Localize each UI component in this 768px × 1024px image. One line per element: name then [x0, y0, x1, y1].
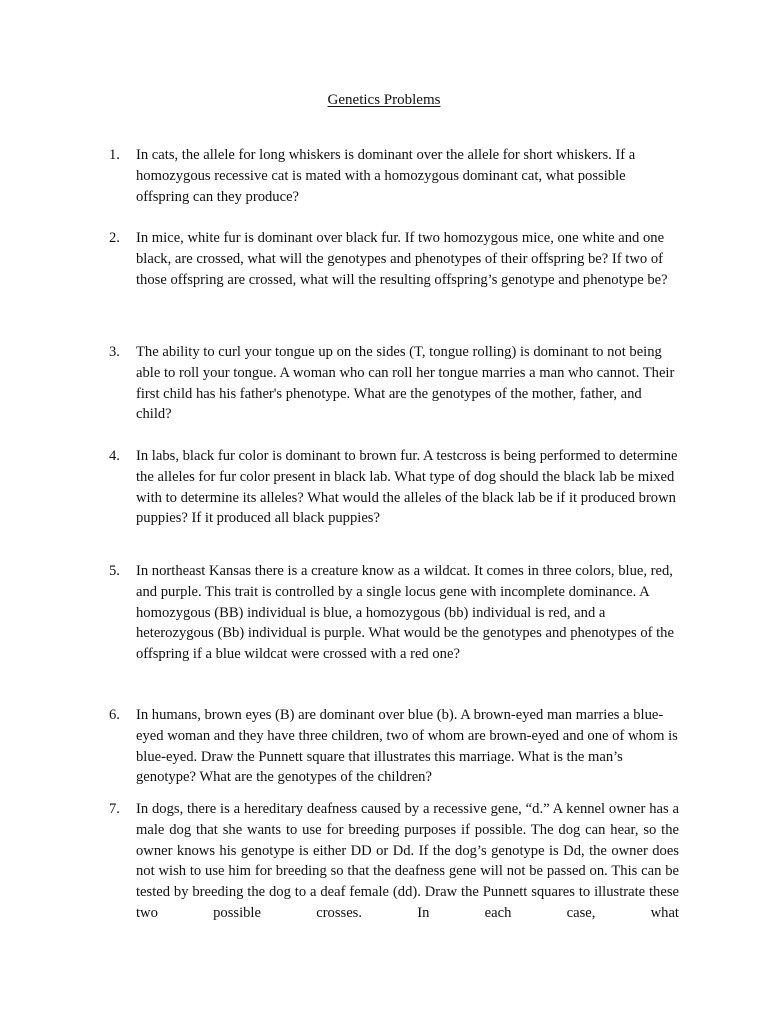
problem-text: In northeast Kansas there is a creature know as a wildcat. It comes in three colors, blue, red, and purple. This trait is controlled by a single locus gene with incomplete dominance. A homozygous (BB) individual is blue, a homozygous (bb) individual is red, and a heterozygous (Bb) individual is purple. What would be the genotypes and phenotypes of the offspring if a blue wildcat were crossed with a red one? [136, 563, 674, 663]
problem-number: 3. [109, 344, 120, 360]
problem-text: In dogs, there is a hereditary deafness caused by a recessive gene, “d.” A kennel owner has a male dog that she wants to use for breeding purposes if possible. The dog can hear, so the owner knows his genotype is either DD or Dd. If the dog’s genotype is Dd, the owner does not wish to use him for breeding so that the deafness gene will not be passed on. This can be tested by breeding the dog to a deaf female (dd). Draw the Punnett squares to illustrate these two possible crosses. In each case, what [136, 801, 679, 921]
problem-number: 6. [109, 707, 120, 723]
problem-number: 4. [109, 448, 120, 464]
problem-text: In cats, the allele for long whiskers is dominant over the allele for short whiskers. If a homozygous recessive cat is mated with a homozygous dominant cat, what possible offspring can they produce? [136, 147, 636, 205]
problem-6 [109, 705, 679, 788]
problem-text: In mice, white fur is dominant over black fur. If two homozygous mice, one white and one black, are crossed, what will the genotypes and phenotypes of their offspring be? If two of those offspring are crossed, what will the resulting offspring’s genotype and phenotype be? [136, 230, 668, 288]
problem-number: 1. [109, 147, 120, 163]
problem-7 [109, 799, 679, 924]
document-title: Genetics Problems [327, 92, 441, 108]
problem-2 [109, 228, 679, 290]
problem-4 [109, 446, 679, 529]
problem-1 [109, 145, 679, 207]
problem-text: In labs, black fur color is dominant to brown fur. A testcross is being performed to determine the alleles for fur color present in black lab. What type of dog should the black lab be mixed with to determine its alleles? What would the alleles of the black lab be if it produced brown puppies? If it produced all black puppies? [136, 448, 678, 527]
problem-number: 7. [109, 801, 120, 817]
problem-text: In humans, brown eyes (B) are dominant over blue (b). A brown-eyed man marries a blue-eyed woman and they have three children, two of whom are brown-eyed and one of whom is blue-eyed. Draw the Punnett square that illustrates this marriage. What is the man’s genotype? What are the genotypes of the children? [136, 707, 678, 786]
problem-number: 5. [109, 563, 120, 579]
problem-3 [109, 342, 679, 425]
problem-5 [109, 561, 679, 665]
problem-number: 2. [109, 230, 120, 246]
problem-text: The ability to curl your tongue up on the sides (T, tongue rolling) is dominant to not being able to roll your tongue. A woman who can roll her tongue marries a man who cannot. Their first child has his father's phenotype. What are the genotypes of the mother, father, and child? [136, 344, 675, 423]
